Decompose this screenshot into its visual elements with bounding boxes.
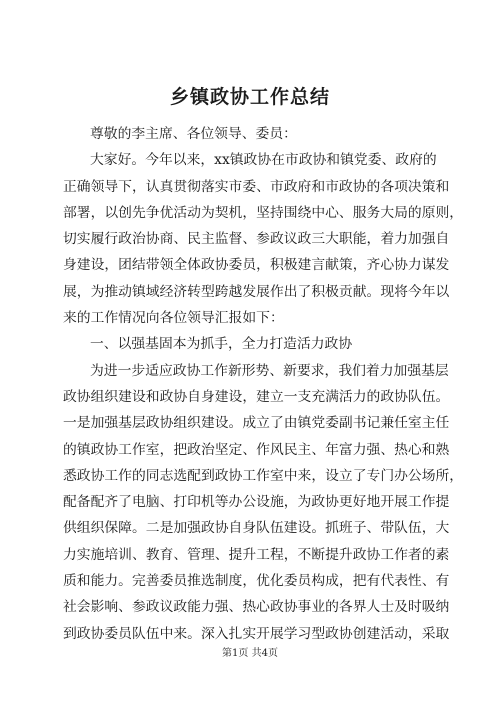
body-line: 尊敬的李主席、各位领导、委员： <box>90 126 297 142</box>
body-line: 的镇政协工作室，把政治坚定、作风民主、年富力强、热心和熟 <box>63 441 450 458</box>
body-line: 一是加强基层政协组织建设。成立了由镇党委副书记兼任室主任 <box>63 415 450 432</box>
body-line: 展，为推动镇域经济转型跨越发展作出了积极贡献。现将今年以 <box>63 283 450 300</box>
body-line: 力实施培训、教育、管理、提升工程，不断提升政协工作者的素 <box>63 546 450 563</box>
body-line: 政协组织建设和政协自身建设，建立一支充满活力的政协队伍。 <box>63 388 450 405</box>
body-line: 质和能力。完善委员推选制度，优化委员构成，把有代表性、有 <box>63 573 450 590</box>
body-line: 正确领导下，认真贯彻落实市委、市政府和市政协的各项决策和 <box>63 178 450 195</box>
body-line: 配备配齐了电脑、打印机等办公设施，为政协更好地开展工作提 <box>63 494 450 511</box>
body-line: 悉政协工作的同志选配到政协工作室中来，设立了专门办公场所， <box>63 467 464 484</box>
section-heading: 一、以强基固本为抓手，全力打造活力政协 <box>90 336 353 353</box>
body-line: 部署，以创先争优活动为契机，坚持围绕中心、服务大局的原则， <box>63 204 464 221</box>
body-line: 为进一步适应政协工作新形势、新要求，我们着力加强基层 <box>90 362 449 379</box>
body-line: 到政协委员队伍中来。深入扎实开展学习型政协创建活动，采取 <box>63 625 450 642</box>
body-line: 来的工作情况向各位领导汇报如下： <box>63 310 284 327</box>
page-number-footer: 第1页 共4页 <box>222 648 278 659</box>
document-title: 乡镇政协工作总结 <box>169 86 330 108</box>
body-line: 大家好。今年以来，xx镇政协在市政协和镇党委、政府的 <box>90 152 437 169</box>
body-line: 切实履行政治协商、民主监督、参政议政三大职能，着力加强自 <box>63 231 450 248</box>
body-line: 身建设，团结带领全体政协委员，积极建言献策，齐心协力谋发 <box>63 257 450 274</box>
body-line: 供组织保障。二是加强政协自身队伍建设。抓班子、带队伍，大 <box>63 520 450 537</box>
body-line: 社会影响、参政议政能力强、热心政协事业的各界人士及时吸纳 <box>63 599 450 616</box>
document-body <box>63 121 464 647</box>
